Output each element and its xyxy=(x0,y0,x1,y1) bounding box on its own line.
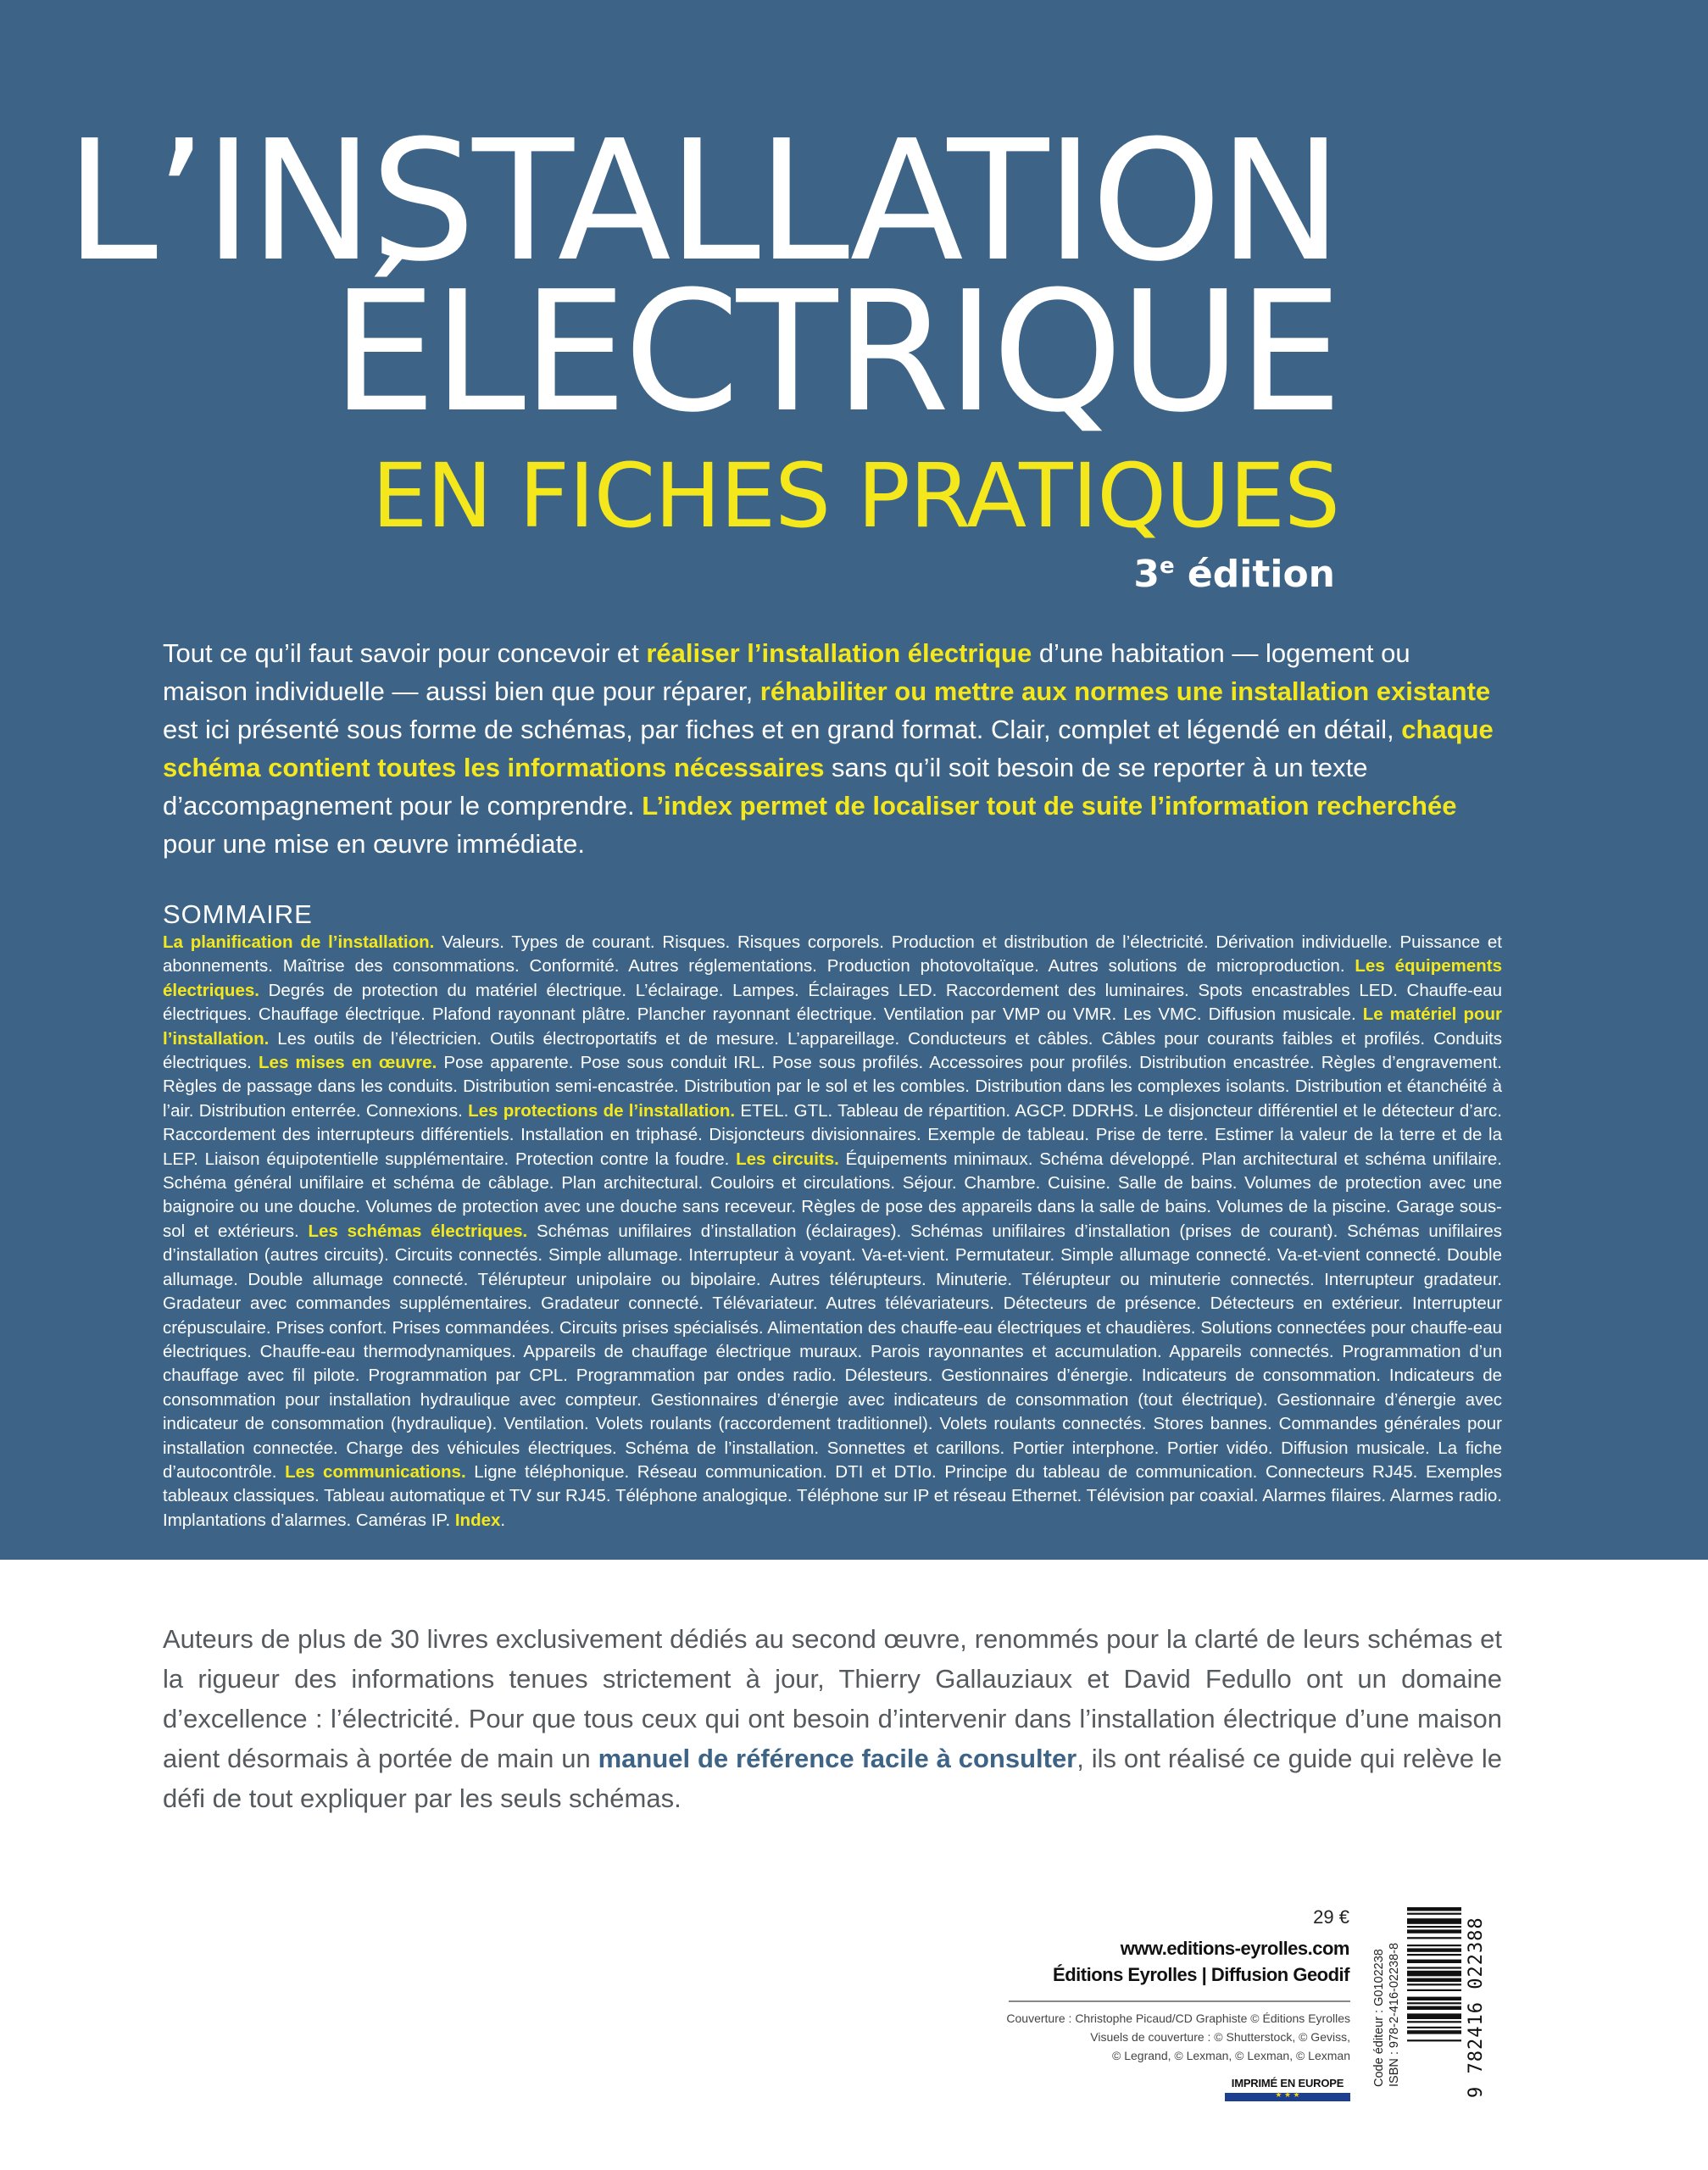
intro-text: sans qu’il soit besoin de se reporter à un texte d’accompagnement pour le comprendre. xyxy=(163,753,1368,821)
barcode-bar xyxy=(1407,2039,1461,2041)
barcode-bar xyxy=(1407,1971,1461,1977)
edition-label xyxy=(0,542,1335,598)
barcode-bar xyxy=(1407,1997,1461,2000)
sommaire-list xyxy=(163,931,1502,1533)
credit-line: Visuels de couverture : © Shutterstock, © Geviss, xyxy=(1090,2030,1350,2044)
title-line-2: ÉLECTRIQUE xyxy=(331,256,1339,449)
intro-highlight: réhabiliter ou mettre aux normes une installation existante xyxy=(759,676,1491,706)
imprime-label: IMPRIMÉ EN EUROPE xyxy=(1231,2077,1344,2089)
barcode-bar xyxy=(1407,2002,1461,2004)
barcode-bar xyxy=(1407,1913,1461,1915)
intro-highlight: L’index permet de localiser tout de suite l’information recherchée xyxy=(642,791,1457,821)
barcode-bar xyxy=(1407,1978,1461,1982)
sommaire-highlight: Le matériel pour l’installation. xyxy=(163,1004,1502,1049)
barcode-bar xyxy=(1407,2027,1461,2028)
sommaire-text: Degrés de protection du matériel électrique. L’éclairage. Lampes. Éclairages LED. Raccordement des luminaires. Spots encastrables LED. Chauffe-eau électriques. Chauffage électrique. Plafond rayonnant plâtre. Plancher rayonnant électrique. Ventilation par VMP ou VMR. Les VMC. Diffusion musicale. xyxy=(163,980,1502,1025)
imprime-en-europe-badge xyxy=(1225,2077,1350,2102)
about-text: Auteurs de plus de 30 livres exclusivement dédiés au second œuvre, renommés pour la clarté de leurs schémas et la rigueur des informations tenues strictement à jour, Thierry Gallauziaux et David Fedullo ont un domaine d’excellence : l’électricité. Pour que tous ceux qui ont besoin d’intervenir dans l’installation électrique d’une maison aient désormais à portée de main un xyxy=(163,1624,1502,1773)
footer-divider xyxy=(1009,2000,1350,2002)
barcode-bar xyxy=(1407,1960,1461,1963)
intro-paragraph xyxy=(163,634,1502,863)
sommaire-highlight: Les circuits. xyxy=(736,1149,839,1169)
sommaire-text: . xyxy=(500,1510,506,1530)
barcode-bar xyxy=(1407,1945,1461,1946)
title-line-1: L’INSTALLATION xyxy=(64,105,1339,298)
barcode-icon xyxy=(1407,1907,1461,2098)
edition-number: 3 xyxy=(1133,553,1160,596)
intro-text: Tout ce qu’il faut savoir pour concevoir et xyxy=(163,638,647,668)
sommaire-text: Schémas unifilaires d’installation (éclairages). Schémas unifilaires d’installation (prises de courant). Schémas unifilaires d’installation (autres circuits). Circuits connectés. Simple allumage. Interrupteur à voyant. Va-et-vient. Permutateur. Simple allumage connecté. Va-et-vient connecté. Double allumage. Double allumage connecté. Télérupteur unipolaire ou bipolaire. Autres télérupteurs. Minuterie. Télérupteur ou minuterie connectés. Interrupteur gradateur. Gradateur avec commandes supplémentaires. Gradateur connecté. Télévariateur. Autres télévariateurs. Détecteurs de présence. Détecteurs en extérieur. Interrupteur crépusculaire. Prises confort. Prises commandées. Circuits prises spécialisés. Alimentation des chauffe-eau électriques et chaudières. Solutions connectées pour chauffe-eau électriques. Chauffe-eau thermodynamiques. Appareils de chauffage électrique muraux. Parois rayonnantes et accumulation. Appareils connectés. Programmation d’un chauffage avec fil pilote. Programmation par CPL. Programmation par ondes radio. Délesteurs. Gestionnaires d’énergie. Indicateurs de consommation. Indicateurs de consommation pour installation hydraulique avec compteur. Gestionnaires d’énergie avec indicateurs de consommation (tout électrique). Gestionnaire d’énergie avec indicateur de consommation (hydraulique). Ventilation. Volets roulants (raccordement traditionnel). Volets roulants connectés. Stores bannes. Commandes générales pour installation connectée. Charge des véhicules électriques. Schéma de l’installation. Sonnettes et carillons. Portier interphone. Portier vidéo. Diffusion musicale. La fiche d’autocontrôle. xyxy=(163,1221,1503,1482)
intro-text: pour une mise en œuvre immédiate. xyxy=(163,829,585,859)
sommaire-text: Pose apparente. Pose sous conduit IRL. Pose sous profilés. Accessoires pour profilés. Distribution encastrée. Règles d’engravement. Règles de passage dans les conduits. Distribution semi-encastrée. Distribution par le sol et les combles. Distribution dans les complexes isolants. Distribution et étanchéité à l’air. Distribution enterrée. Connexions. xyxy=(163,1053,1502,1121)
barcode-bar xyxy=(1407,1907,1461,1911)
barcode-bar xyxy=(1407,1929,1461,1933)
sommaire-text: Ligne téléphonique. Réseau communication. DTI et DTIo. Principe du tableau de communication. Connecteurs RJ45. Exemples tableaux classiques. Tableau automatique et TV sur RJ45. Téléphone analogique. Téléphone sur IP et réseau Ethernet. Télévision par coaxial. Alarmes filaires. Alarmes radio. Implantations d’alarmes. Caméras IP. xyxy=(163,1461,1503,1530)
sommaire-highlight: Les protections de l’installation. xyxy=(468,1100,736,1121)
edition-superscript: e xyxy=(1159,554,1175,579)
code-editeur: Code éditeur : G0102238 xyxy=(1372,1949,1386,2087)
eu-stars-icon: ★ ★ ★ xyxy=(1275,2090,1300,2099)
barcode-bar xyxy=(1407,1926,1461,1928)
intro-highlight: réaliser l’installation électrique xyxy=(646,638,1032,668)
sommaire-highlight: Les équipements électriques. xyxy=(163,956,1503,1000)
sommaire-text: Les outils de l’électricien. Outils électroportatifs et de mesure. L’appareillage. Conducteurs et câbles. Câbles pour courants faibles et profilés. Conduits électriques. xyxy=(163,1028,1502,1073)
barcode-number: 9 782416 022388 xyxy=(1466,1917,1487,2098)
price: 29 € xyxy=(1313,1906,1349,1928)
sommaire-text: Équipements minimaux. Schéma développé. Plan architectural et schéma unifilaire. Schéma général unifilaire et schéma de câblage. Plan architectural. Couloirs et circulations. Séjour. Chambre. Cuisine. Salle de bains. Volumes de protection avec une baignoire ou une douche. Volumes de protection avec une douche sans receveur. Règles de pose des appareils dans la salle de bains. Volumes de la piscine. Garage sous-sol et extérieurs. xyxy=(163,1149,1502,1241)
sommaire-highlight: Les mises en œuvre. xyxy=(259,1053,437,1073)
sommaire-highlight: La planification de l’installation. xyxy=(163,932,435,952)
credit-line: Couverture : Christophe Picaud/CD Graphiste © Éditions Eyrolles xyxy=(1006,2011,1350,2025)
intro-text: d’une habitation — logement ou maison individuelle — aussi bien que pour réparer, xyxy=(163,638,1410,706)
barcode-bar xyxy=(1407,2021,1461,2023)
barcode-bar xyxy=(1407,1918,1461,1924)
sommaire-text: ETEL. GTL. Tableau de répartition. AGCP. DDRHS. Le disjoncteur différentiel et le détecteur d’arc. Raccordement des interrupteurs différentiels. Installation en triphasé. Disjoncteurs divisionnaires. Exemple de tableau. Prise de terre. Estimer la valeur de la terre et de la LEP. Liaison équipotentielle supplémentaire. Protection contre la foudre. xyxy=(163,1100,1502,1169)
about-text: , ils ont réalisé ce guide qui relève le défi de tout expliquer par les seuls schémas. xyxy=(163,1744,1502,1813)
website-link[interactable]: www.editions-eyrolles.com xyxy=(1120,1938,1349,1959)
isbn-text: ISBN : 978-2-416-02238-8 xyxy=(1388,1942,1401,2087)
sommaire-heading: SOMMAIRE xyxy=(163,899,313,929)
barcode-bar xyxy=(1407,2013,1461,2019)
sommaire-highlight: Les schémas électriques. xyxy=(308,1221,528,1241)
barcode-bar xyxy=(1407,1984,1461,1985)
intro-highlight: chaque schéma contient toutes les informations nécessaires xyxy=(163,715,1494,782)
barcode-bar xyxy=(1407,1967,1461,1968)
authors-paragraph xyxy=(163,1619,1502,1818)
barcode-bar xyxy=(1407,2030,1461,2034)
sommaire-text: Valeurs. Types de courant. Risques. Risques corporels. Production et distribution de l’électricité. Dérivation individuelle. Puissance et abonnements. Maîtrise des consommations. Conformité. Autres réglementations. Production photovoltaïque. Autres solutions de microproduction. xyxy=(163,932,1502,976)
intro-text: est ici présenté sous forme de schémas, par fiches et en grand format. Clair, complet et légendé en détail, xyxy=(163,715,1402,744)
barcode-bar xyxy=(1407,2006,1461,2010)
barcode-bar xyxy=(1407,1954,1461,1956)
edition-word: édition xyxy=(1174,553,1335,596)
barcode-bar xyxy=(1407,1937,1461,1939)
subtitle: EN FICHES PRATIQUES xyxy=(371,444,1339,548)
sommaire-highlight: Index xyxy=(454,1510,501,1530)
publisher-line: Éditions Eyrolles | Diffusion Geodif xyxy=(1053,1964,1349,1985)
barcode-bar xyxy=(1407,1989,1461,1991)
cover-credits xyxy=(975,2009,1350,2065)
about-highlight: manuel de référence facile à consulter xyxy=(598,1744,1077,1773)
credit-line: © Legrand, © Lexman, © Lexman, © Lexman xyxy=(1112,2049,1350,2062)
sommaire-highlight: Les communications. xyxy=(285,1461,466,1482)
barcode-bar xyxy=(1407,1948,1461,1951)
